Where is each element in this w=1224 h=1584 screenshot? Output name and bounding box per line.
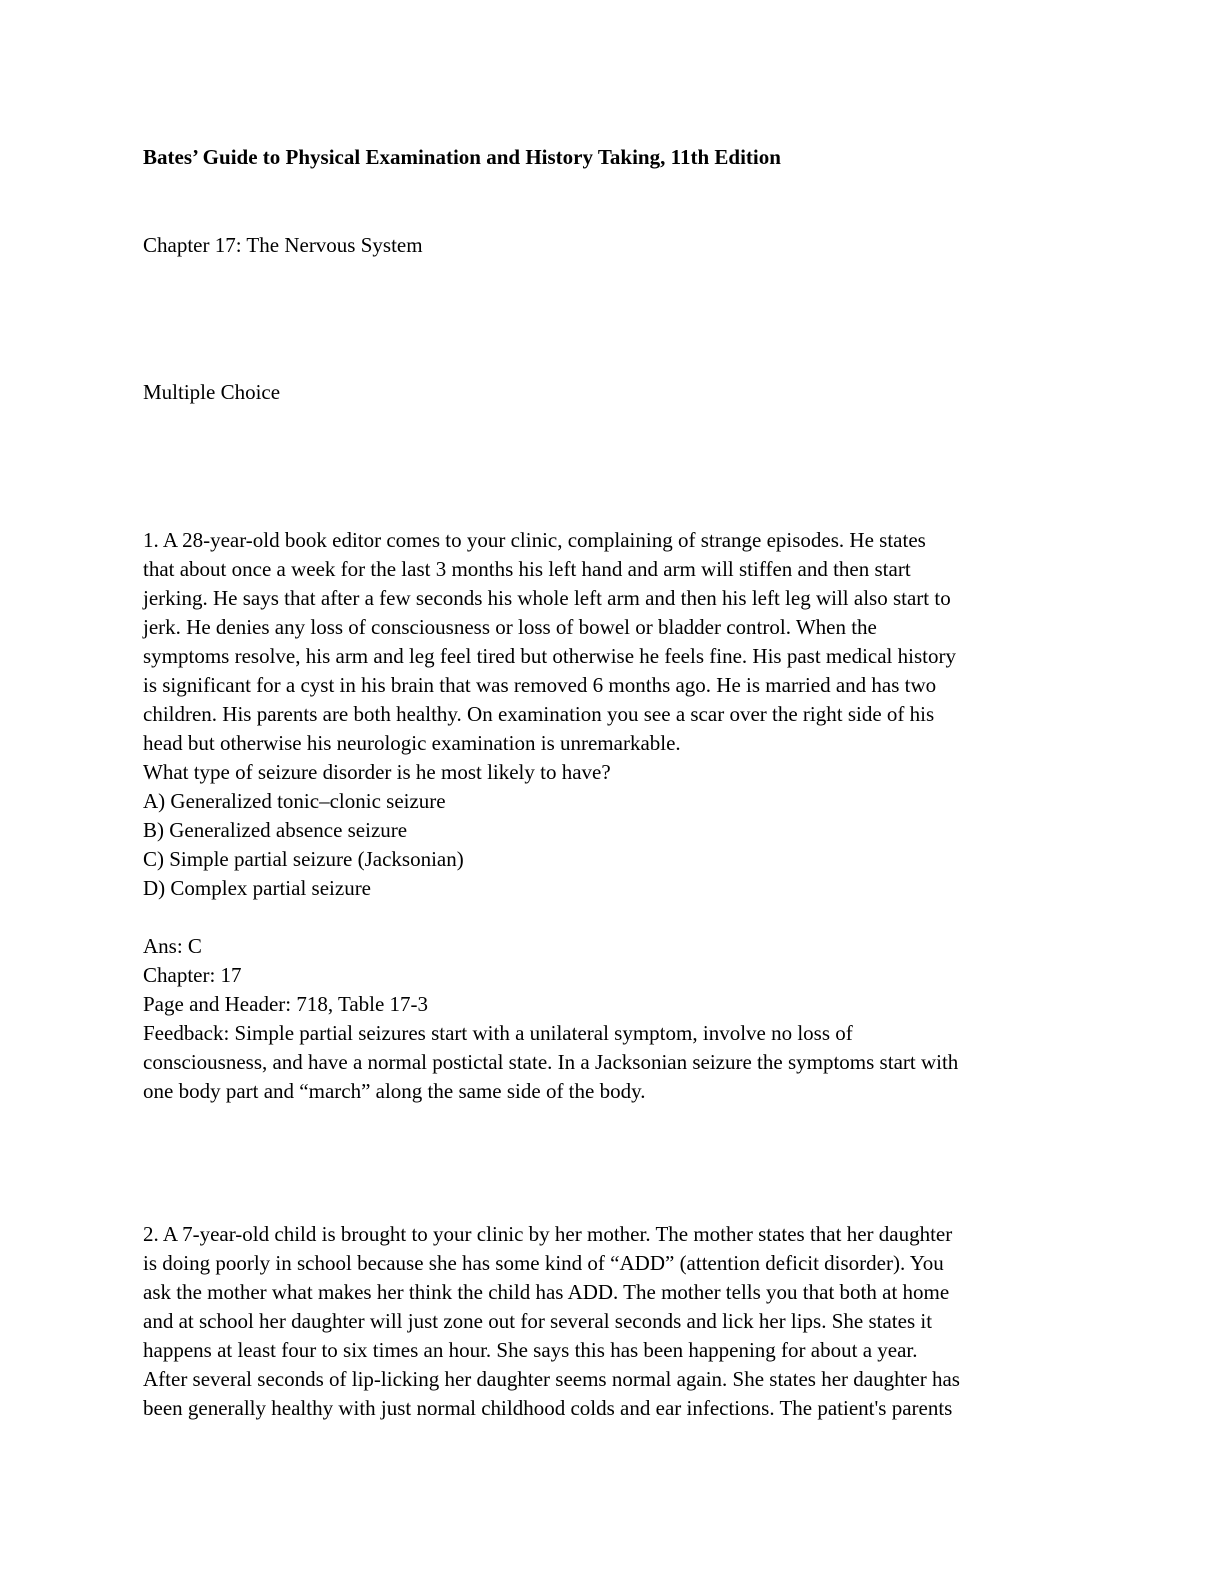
option-a: A) Generalized tonic–clonic seizure (143, 789, 446, 813)
document-title: Bates’ Guide to Physical Examination and History Taking, 11th Edition (143, 145, 781, 169)
feedback (143, 1019, 1083, 1106)
stem-line: is doing poorly in school because she has some kind of “ADD” (attention deficit disorder). You (143, 1251, 944, 1275)
stem-line: ask the mother what makes her think the child has ADD. The mother tells you that both at home (143, 1280, 950, 1304)
chapter-heading: Chapter 17: The Nervous System (143, 233, 423, 257)
stem-line: 2. A 7-year-old child is brought to your clinic by her mother. The mother states that her daughter (143, 1222, 953, 1246)
question-1-prompt: What type of seizure disorder is he most likely to have? (143, 760, 611, 784)
option-b: B) Generalized absence seizure (143, 818, 408, 842)
stem-line: After several seconds of lip-licking her daughter seems normal again. She states her daughter has (143, 1367, 960, 1391)
feedback-line: Feedback: Simple partial seizures start with a unilateral symptom, involve no loss of (143, 1021, 853, 1045)
question-2-stem (143, 1220, 1083, 1423)
question-1-stem (143, 526, 1083, 758)
question-2 (143, 1220, 1083, 1423)
stem-line: been generally healthy with just normal childhood colds and ear infections. The patient's parents (143, 1396, 953, 1420)
stem-line: and at school her daughter will just zone out for several seconds and lick her lips. She states it (143, 1309, 933, 1333)
option-d: D) Complex partial seizure (143, 876, 372, 900)
spacer (143, 903, 1083, 932)
answer-key: Ans: C (143, 934, 202, 958)
answer-options (143, 787, 1083, 903)
feedback-line: consciousness, and have a normal postictal state. In a Jacksonian seizure the symptoms start with (143, 1050, 959, 1074)
stem-line: is significant for a cyst in his brain that was removed 6 months ago. He is married and has two (143, 673, 937, 697)
feedback-line: one body part and “march” along the same side of the body. (143, 1079, 646, 1103)
stem-line: 1. A 28-year-old book editor comes to your clinic, complaining of strange episodes. He states (143, 528, 926, 552)
stem-line: happens at least four to six times an hour. She says this has been happening for about a year. (143, 1338, 918, 1362)
stem-line: head but otherwise his neurologic examination is unremarkable. (143, 731, 681, 755)
page-and-header: Page and Header: 718, Table 17-3 (143, 992, 429, 1016)
stem-line: jerking. He says that after a few seconds his whole left arm and then his left leg will also start to (143, 586, 951, 610)
question-1 (143, 526, 1083, 1106)
stem-line: jerk. He denies any loss of consciousness or loss of bowel or bladder control. When the (143, 615, 877, 639)
stem-line: that about once a week for the last 3 months his left hand and arm will stiffen and then start (143, 557, 911, 581)
option-c: C) Simple partial seizure (Jacksonian) (143, 847, 464, 871)
answer-chapter: Chapter: 17 (143, 963, 242, 987)
section-heading: Multiple Choice (143, 380, 281, 404)
stem-line: symptoms resolve, his arm and leg feel tired but otherwise he feels fine. His past medical history (143, 644, 956, 668)
stem-line: children. His parents are both healthy. On examination you see a scar over the right side of his (143, 702, 935, 726)
